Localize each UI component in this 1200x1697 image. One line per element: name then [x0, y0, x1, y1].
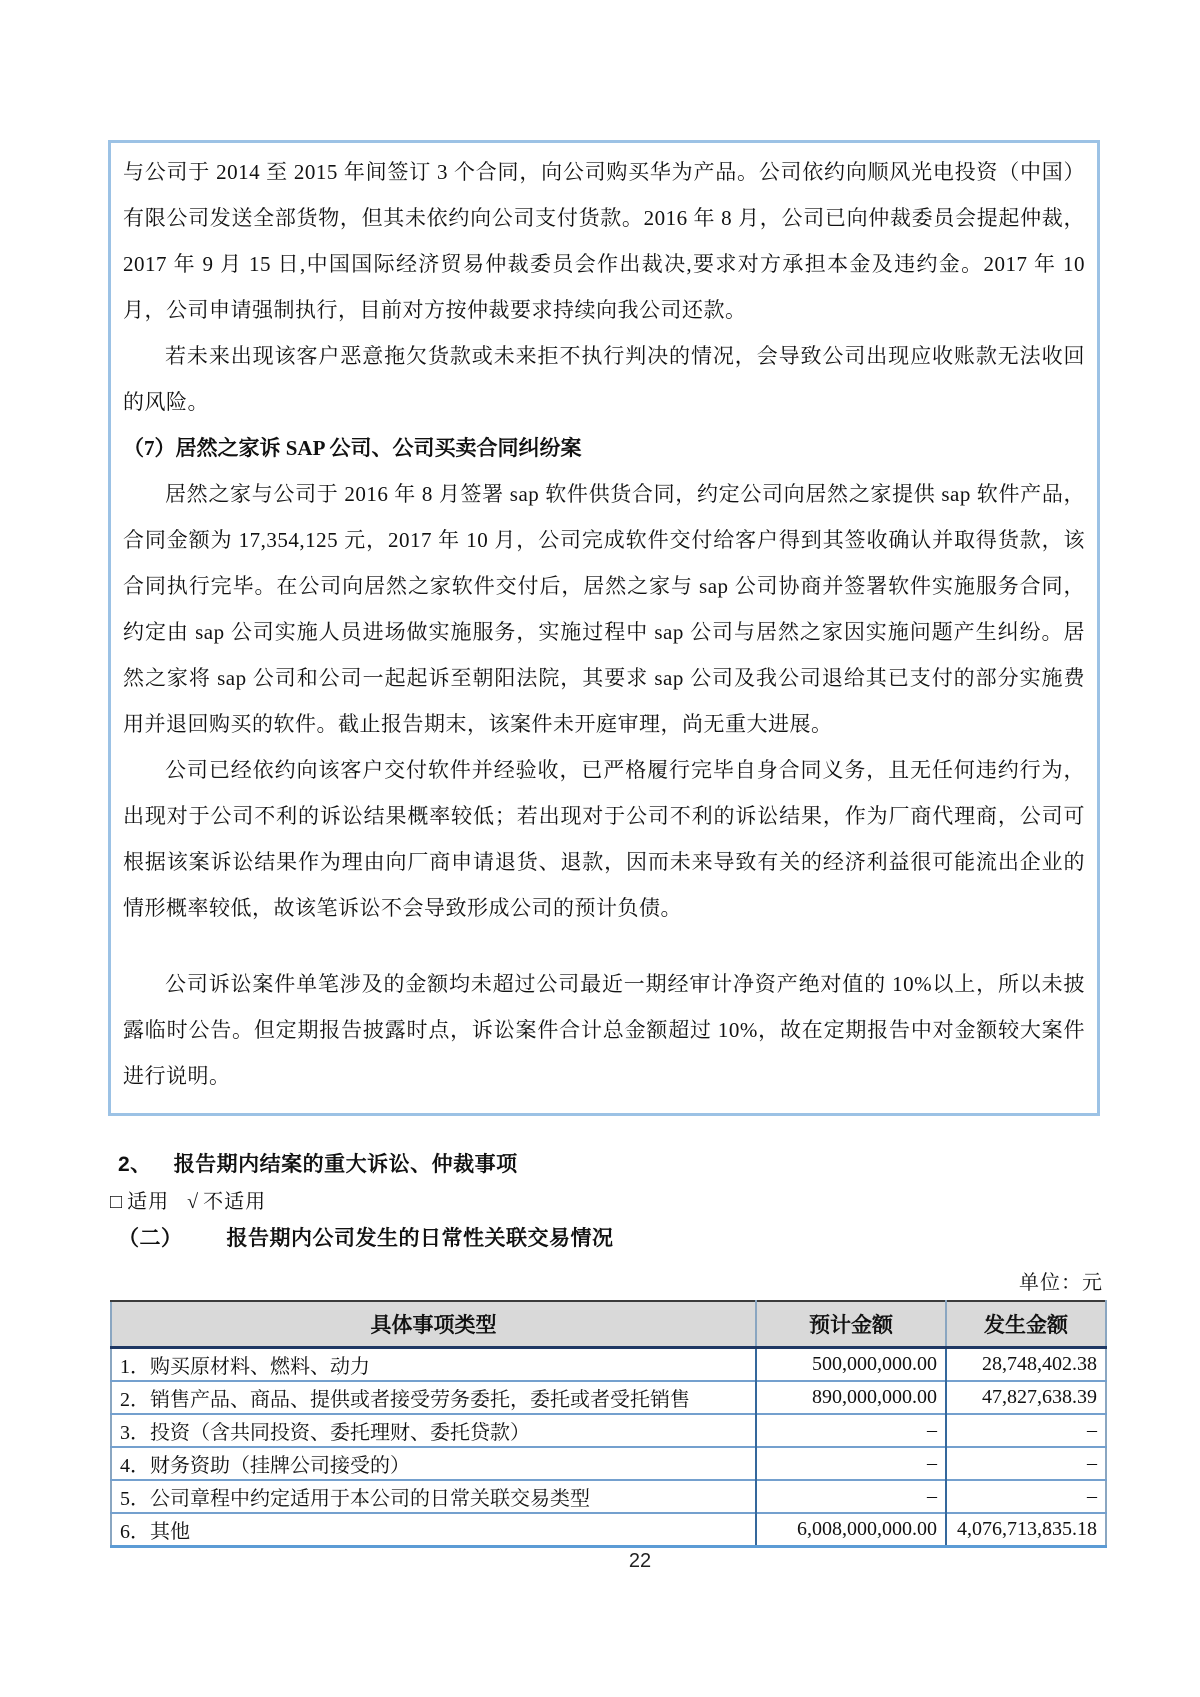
paragraph-case-assessment: 公司已经依约向该客户交付软件并经验收，已严格履行完毕自身合同义务，且无任何违约行为，出现对于公司不利的诉讼结果概率较低；若出现对于公司不利的诉讼结果，作为厂商代理商，公司可根据该案诉讼结果作为理由向厂商申请退货、退款，因而未来导致有关的经济利益很可能流出企业的情形概率较低，故该笔诉讼不会导致形成公司的预计负债。 [123, 758, 1085, 920]
column-header-actual: 发生金额 [946, 1301, 1106, 1348]
checkmark-icon: √ [187, 1191, 200, 1213]
cell-forecast: – [756, 1414, 946, 1447]
cell-type: 3．投资（含共同投资、委托理财、委托贷款） [111, 1414, 756, 1447]
table-row [111, 1348, 1106, 1382]
paragraph-risk: 若未来出现该客户恶意拖欠货款或未来拒不执行判决的情况，会导致公司出现应收账款无法收回的风险。 [123, 344, 1085, 414]
litigation-text-box [108, 140, 1100, 1116]
related-transactions-table [110, 1300, 1107, 1548]
cell-type: 2．销售产品、商品、提供或者接受劳务委托，委托或者受托销售 [111, 1381, 756, 1414]
cell-actual: – [946, 1447, 1106, 1480]
cell-actual: 4,076,713,835.18 [946, 1513, 1106, 1547]
table-row [111, 1447, 1106, 1480]
checkbox-unchecked-icon: □ [110, 1191, 124, 1213]
section-prefix: （二） [118, 1227, 183, 1250]
section-title: 报告期内公司发生的日常性关联交易情况 [226, 1227, 614, 1250]
applicability-line [110, 1185, 266, 1214]
table-header-row [111, 1301, 1106, 1348]
cell-type: 5．公司章程中约定适用于本公司的日常关联交易类型 [111, 1480, 756, 1513]
column-header-forecast: 预计金额 [756, 1301, 946, 1348]
column-header-type: 具体事项类型 [111, 1301, 756, 1348]
cell-forecast: 6,008,000,000.00 [756, 1513, 946, 1547]
unit-label: 单位：元 [1019, 1272, 1103, 1294]
section-heading-related-transactions [118, 1222, 614, 1252]
cell-forecast: 500,000,000.00 [756, 1348, 946, 1382]
cell-forecast: – [756, 1447, 946, 1480]
cell-forecast: 890,000,000.00 [756, 1381, 946, 1414]
table-row [111, 1480, 1106, 1513]
table-row [111, 1381, 1106, 1414]
cell-forecast: – [756, 1480, 946, 1513]
not-applicable-label: 不适用 [203, 1191, 267, 1213]
paragraph-continued: 与公司于 2014 至 2015 年间签订 3 个合同，向公司购买华为产品。公司依约向顺风光电投资（中国）有限公司发送全部货物，但其未依约向公司支付货款。2016 年 8 月，公司已向仲裁委员会提起仲裁，2017 年 9 月 15 日,中国国际经济贸易仲裁委员会作出裁决,要求对方承担本金及违约金。2017 年 10 月，公司申请强制执行，目前对方按仲裁要求持续向我公司还款。 [123, 160, 1085, 322]
cell-type: 4．财务资助（挂牌公司接受的） [111, 1447, 756, 1480]
cell-actual: – [946, 1480, 1106, 1513]
applicable-label: 适用 [127, 1191, 170, 1213]
table-row [111, 1513, 1106, 1547]
cell-actual: – [946, 1414, 1106, 1447]
section-heading-closed-litigation [118, 1148, 518, 1178]
cell-actual: 47,827,638.39 [946, 1381, 1106, 1414]
cell-actual: 28,748,402.38 [946, 1348, 1106, 1382]
cell-type: 1．购买原材料、燃料、动力 [120, 1356, 370, 1378]
cell-type: 6．其他 [111, 1513, 756, 1547]
section-title: 报告期内结案的重大诉讼、仲裁事项 [173, 1153, 518, 1176]
page-number: 22 [628, 1550, 652, 1572]
paragraph-disclosure-note: 公司诉讼案件单笔涉及的金额均未超过公司最近一期经审计净资产绝对值的 10%以上，所以未披露临时公告。但定期报告披露时点，诉讼案件合计总金额超过 10%，故在定期报告中对金额较大案件进行说明。 [123, 972, 1085, 1088]
case-7-heading: （7）居然之家诉 SAP 公司、公司买卖合同纠纷案 [123, 436, 582, 460]
table-row [111, 1414, 1106, 1447]
paragraph-case-detail: 居然之家与公司于 2016 年 8 月签署 sap 软件供货合同，约定公司向居然之家提供 sap 软件产品，合同金额为 17,354,125 元，2017 年 10 月，公司完成软件交付给客户得到其签收确认并取得货款，该合同执行完毕。在公司向居然之家软件交付后，居然之家与 sap 公司协商并签署软件实施服务合同，约定由 sap 公司实施人员进场做实施服务，实施过程中 sap 公司与居然之家因实施问题产生纠纷。居然之家将 sap 公司和公司一起起诉至朝阳法院，其要求 sap 公司及我公司退给其已支付的部分实施费用并退回购买的软件。截止报告期末，该案件未开庭审理，尚无重大进展。 [123, 482, 1085, 736]
section-number: 2、 [118, 1153, 152, 1176]
